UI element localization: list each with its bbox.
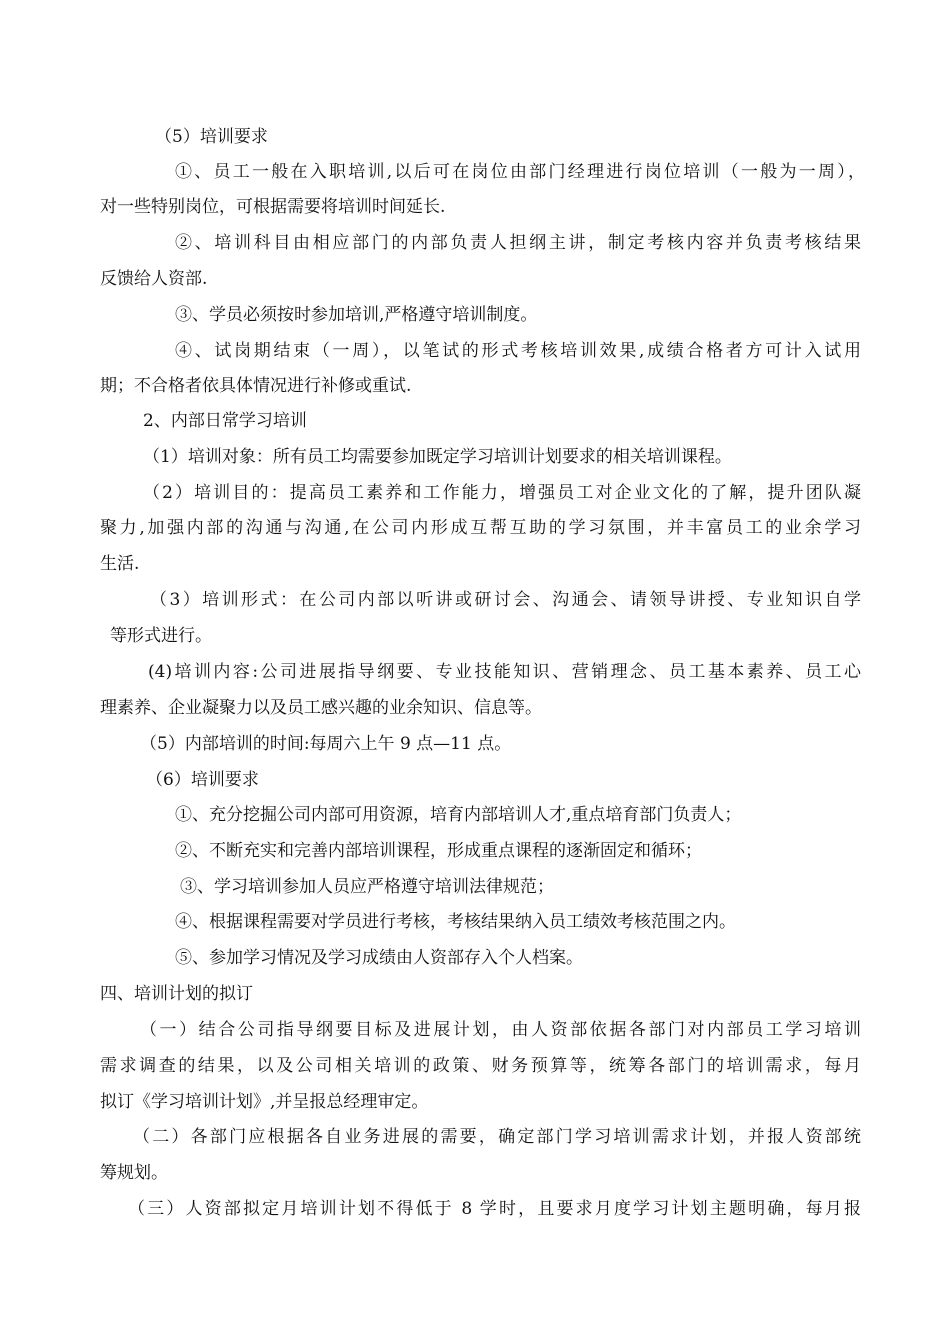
list-item: ①、充分挖掘公司内部可用资源，培育内部培训人才,重点培育部门负责人；: [175, 805, 742, 825]
paragraph-line: 生活.: [100, 554, 140, 574]
paragraph-line: （6）培训要求: [146, 770, 259, 790]
paragraph-line: ③、学员必须按时参加培训,严格遵守培训制度。: [175, 305, 538, 325]
paragraph-line: （5）内部培训的时间:每周六上午 9 点—11 点。: [140, 734, 512, 754]
list-item: ③、学习培训参加人员应严格遵守培训法律规范；: [180, 877, 554, 897]
paragraph-line: （2）培训目的：提高员工素养和工作能力，增强员工对企业文化的了解，提升团队凝: [143, 483, 861, 503]
paragraph-line: 聚力,加强内部的沟通与沟通,在公司内形成互帮互助的学习氛围，并丰富员工的业余学习: [100, 518, 861, 538]
list-item: ⑤、参加学习情况及学习成绩由人资部存入个人档案。: [175, 948, 583, 968]
paragraph-line: 拟订《学习培训计划》,并呈报总经理审定。: [100, 1092, 429, 1112]
list-item: ④、根据课程需要对学员进行考核，考核结果纳入员工绩效考核范围之内。: [175, 912, 736, 932]
paragraph-line: ②、培训科目由相应部门的内部负责人担纲主讲，制定考核内容并负责考核结果: [175, 233, 861, 253]
section-heading-training-plan: 四、培训计划的拟订: [100, 984, 253, 1004]
paragraph-line: ④、试岗期结束（一周），以笔试的形式考核培训效果,成绩合格者方可计入试用: [175, 341, 861, 361]
paragraph-line: 反馈给人资部.: [100, 269, 208, 289]
section-heading-training-requirements: （5）培训要求: [155, 127, 268, 147]
paragraph-line: 期；不合格者依具体情况进行补修或重试.: [100, 376, 412, 396]
paragraph-line: (4)培训内容:公司进展指导纲要、专业技能知识、营销理念、员工基本素养、员工心: [148, 662, 861, 682]
paragraph-line: （1）培训对象：所有员工均需要参加既定学习培训计划要求的相关培训课程。: [143, 447, 732, 467]
paragraph-line: 理素养、企业凝聚力以及员工感兴趣的业余知识、信息等。: [100, 698, 542, 718]
paragraph-line: 需求调查的结果，以及公司相关培训的政策、财务预算等，统筹各部门的培训需求，每月: [100, 1056, 861, 1076]
paragraph-line: （一）结合公司指导纲要目标及进展计划，由人资部依据各部门对内部员工学习培训: [140, 1020, 861, 1040]
paragraph-line: 对一些特别岗位，可根据需要将培训时间延长.: [100, 197, 446, 217]
paragraph-line: （3）培训形式：在公司内部以听讲或研讨会、沟通会、请领导讲授、专业知识自学: [150, 590, 861, 610]
paragraph-line: 筹规划。: [100, 1163, 168, 1183]
paragraph-line: ①、员工一般在入职培训,以后可在岗位由部门经理进行岗位培训（一般为一周），: [175, 162, 865, 182]
paragraph-line: 等形式进行。: [110, 626, 212, 646]
list-item: ②、不断充实和完善内部培训课程，形成重点课程的逐渐固定和循环；: [175, 841, 702, 861]
paragraph-line: （三）人资部拟定月培训计划不得低于 8 学时，且要求月度学习计划主题明确，每月报: [128, 1199, 861, 1219]
section-heading-daily-training: 2、内部日常学习培训: [143, 411, 307, 431]
paragraph-line: （二）各部门应根据各自业务进展的需要，确定部门学习培训需求计划，并报人资部统: [133, 1127, 861, 1147]
